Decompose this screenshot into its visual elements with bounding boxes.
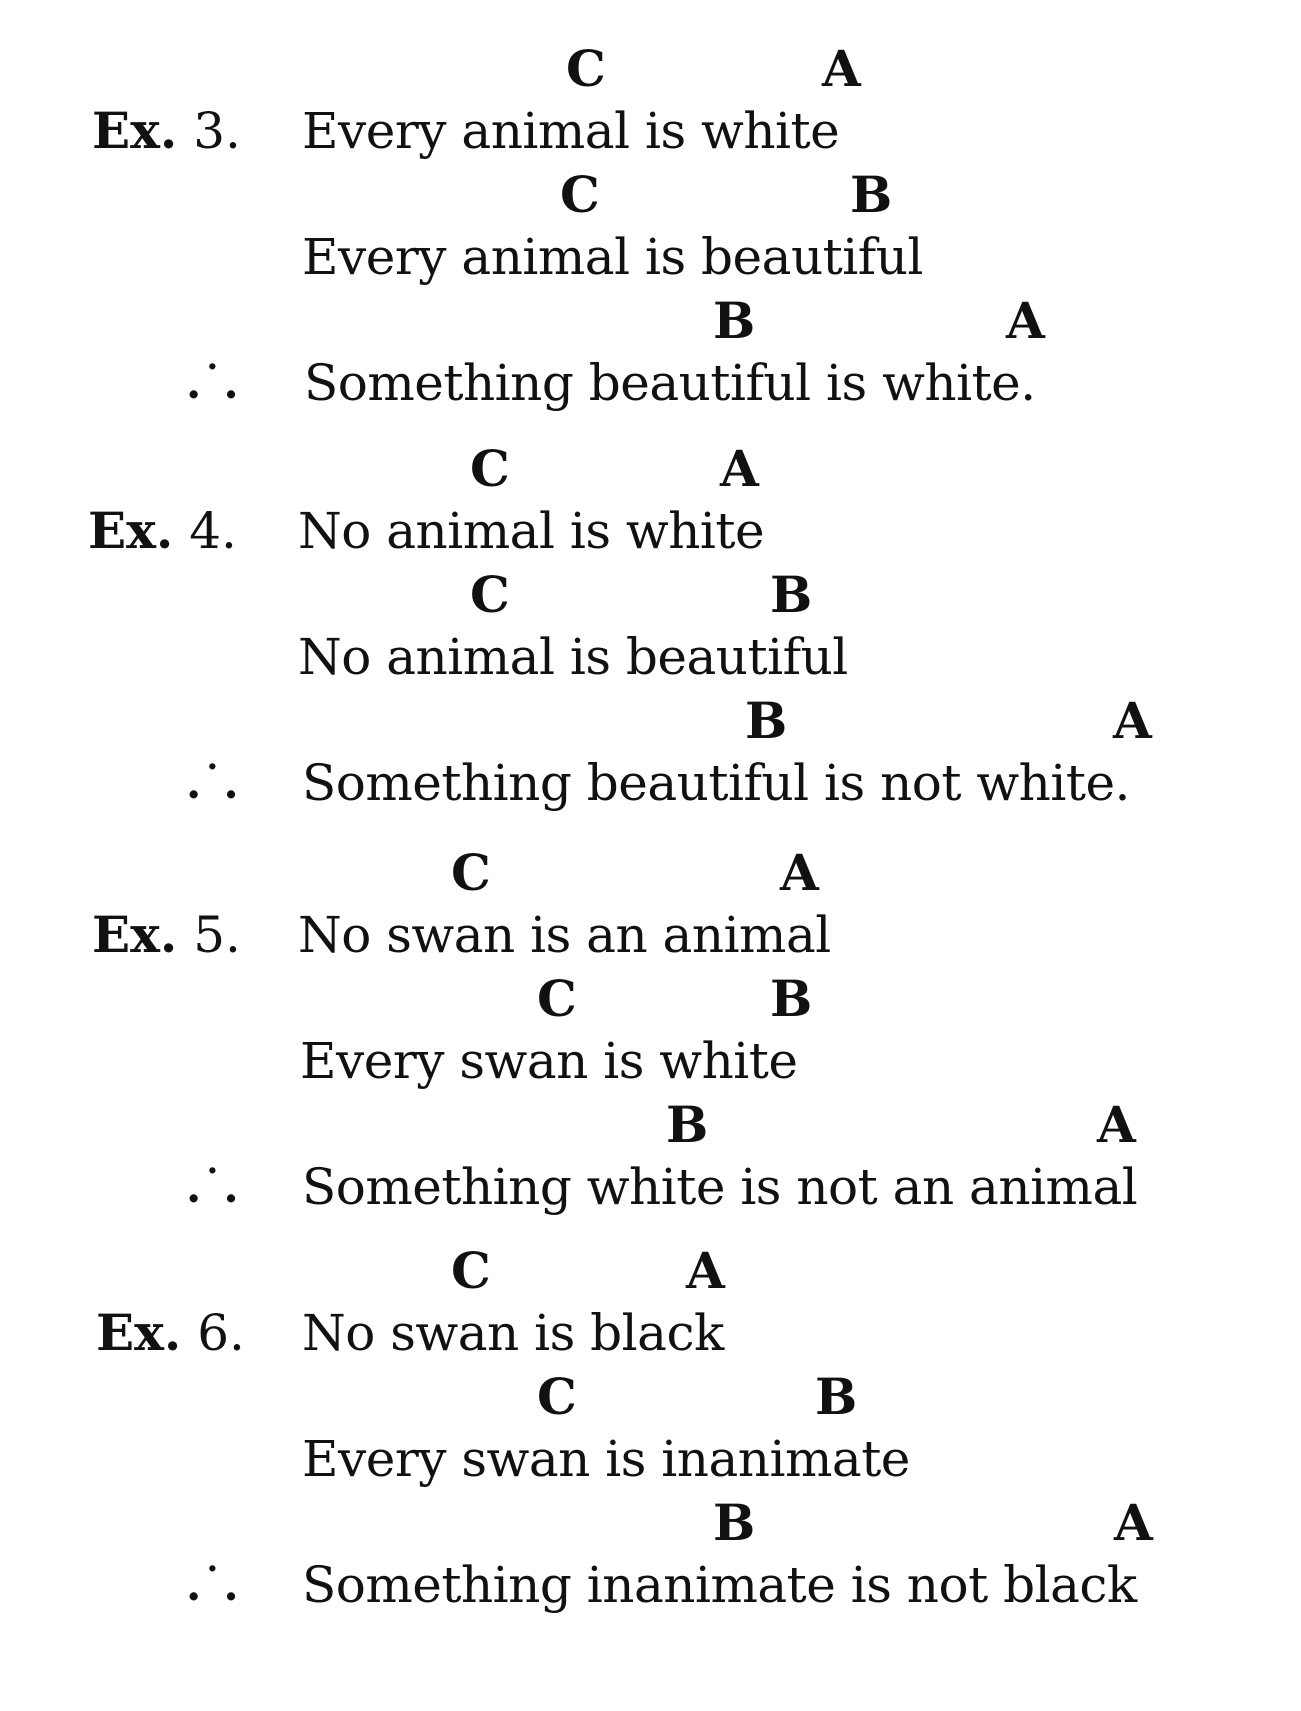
example-label-number: 6. xyxy=(197,1304,245,1362)
premise-1: No animal is white xyxy=(298,502,765,560)
example-label-prefix: Ex. xyxy=(88,501,174,560)
term-letter-b: B xyxy=(850,165,893,224)
term-letter-c: C xyxy=(566,39,606,98)
example-label-prefix: Ex. xyxy=(92,101,178,160)
premise-1: Every animal is white xyxy=(302,102,840,160)
example-label xyxy=(88,501,237,560)
term-letter-b: B xyxy=(745,691,788,750)
term-letter-a: A xyxy=(1113,691,1152,750)
term-letter-b: B xyxy=(770,565,813,624)
example-label-number: 4. xyxy=(189,502,237,560)
example-label xyxy=(92,905,241,964)
conclusion: Something inanimate is not black xyxy=(302,1556,1137,1614)
example-label-prefix: Ex. xyxy=(92,905,178,964)
therefore-symbol: .˙. xyxy=(186,358,239,409)
term-letter-c: C xyxy=(560,165,600,224)
example-label-number: 5. xyxy=(193,906,241,964)
term-letter-c: C xyxy=(451,843,491,902)
term-letter-a: A xyxy=(1006,291,1045,350)
term-letter-b: B xyxy=(713,291,756,350)
premise-2: Every swan is white xyxy=(300,1032,798,1090)
term-letter-b: B xyxy=(713,1493,756,1552)
premise-2: Every animal is beautiful xyxy=(302,228,923,286)
term-letter-a: A xyxy=(686,1241,725,1300)
term-letter-a: A xyxy=(720,439,759,498)
premise-2: Every swan is inanimate xyxy=(302,1430,910,1488)
term-letter-a: A xyxy=(780,843,819,902)
example-label xyxy=(92,101,241,160)
therefore-symbol: .˙. xyxy=(186,758,239,809)
term-letter-a: A xyxy=(822,39,861,98)
premise-2: No animal is beautiful xyxy=(298,628,848,686)
term-letter-b: B xyxy=(815,1367,858,1426)
example-label-prefix: Ex. xyxy=(96,1303,182,1362)
term-letter-c: C xyxy=(537,1367,577,1426)
conclusion: Something white is not an animal xyxy=(302,1158,1138,1216)
conclusion: Something beautiful is white. xyxy=(304,354,1036,412)
term-letter-b: B xyxy=(666,1095,709,1154)
therefore-symbol: .˙. xyxy=(186,1162,239,1213)
conclusion: Something beautiful is not white. xyxy=(302,754,1130,812)
term-letter-c: C xyxy=(470,439,510,498)
term-letter-c: C xyxy=(470,565,510,624)
therefore-symbol: .˙. xyxy=(186,1560,239,1611)
premise-1: No swan is black xyxy=(302,1304,724,1362)
premise-1: No swan is an animal xyxy=(298,906,831,964)
term-letter-a: A xyxy=(1114,1493,1153,1552)
term-letter-c: C xyxy=(537,969,577,1028)
term-letter-a: A xyxy=(1097,1095,1136,1154)
example-label xyxy=(96,1303,245,1362)
example-label-number: 3. xyxy=(193,102,241,160)
term-letter-b: B xyxy=(770,969,813,1028)
term-letter-c: C xyxy=(451,1241,491,1300)
